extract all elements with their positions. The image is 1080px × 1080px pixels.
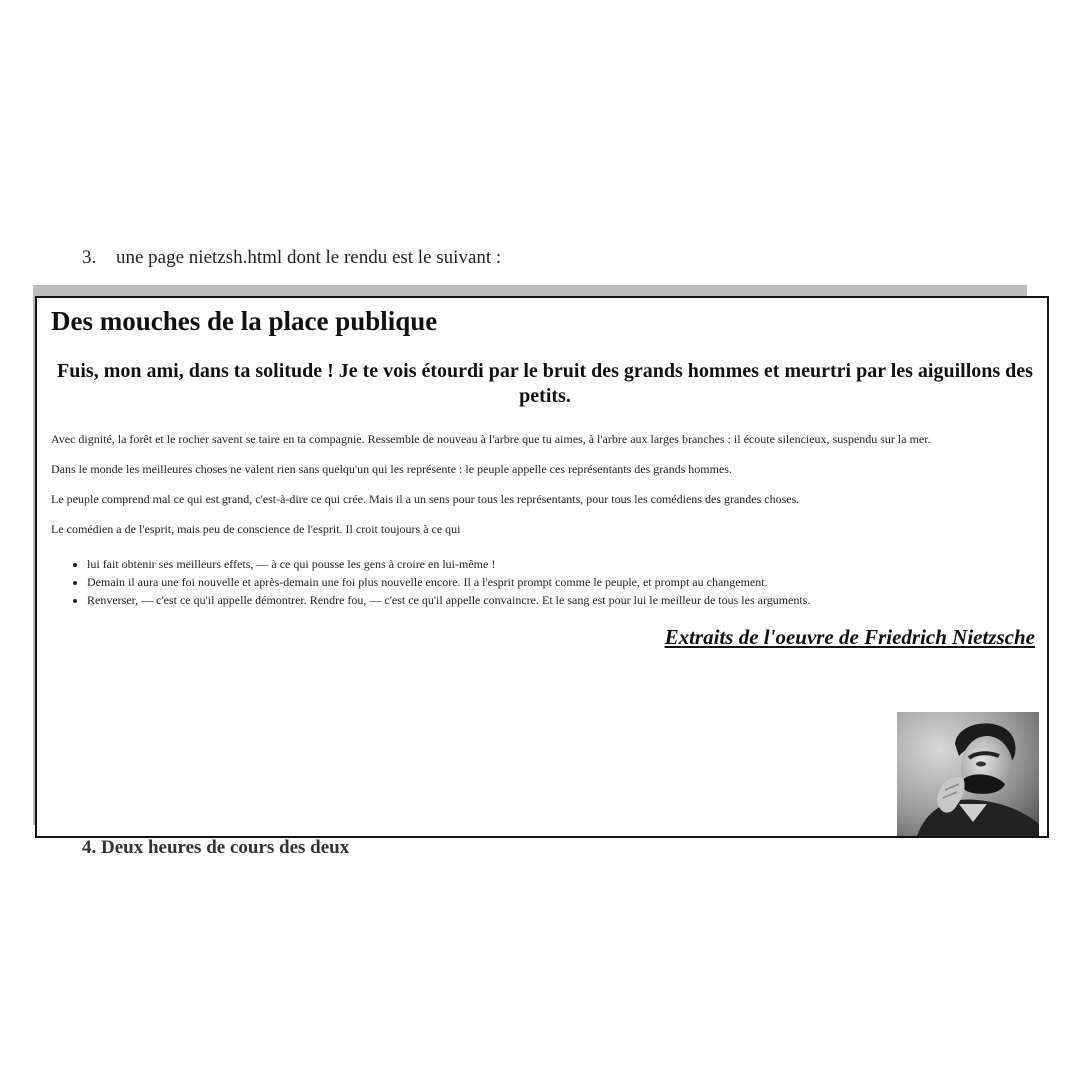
rendered-page-content	[51, 306, 1039, 650]
step-number: 3.	[82, 247, 97, 268]
rendered-page-frame	[35, 296, 1049, 838]
paragraph-3: Le peuple comprend mal ce qui est grand, c'est-à-dire ce qui crée. Mais il a un sens pour tous les représentants, pour tous les comédiens des grandes choses.	[51, 492, 800, 506]
list-item: • Demain il aura une foi nouvelle et après-demain une foi plus nouvelle encore. Il a l'esprit prompt comme le peuple, et prompt au changement.	[87, 573, 1039, 591]
paragraph-4: Le comédien a de l'esprit, mais peu de conscience de l'esprit. Il croit toujours à ce qui	[51, 522, 461, 536]
list-item: • Renverser, — c'est ce qu'il appelle démontrer. Rendre fou, — c'est ce qu'il appelle convaincre. Et le sang est pour lui le meilleur de tous les arguments.	[87, 591, 1039, 609]
bullet-list	[51, 555, 1039, 609]
paragraph-2: Dans le monde les meilleures choses ne valent rien sans quelqu'un qui les représente : le peuple appelle ces représentants des grands hommes.	[51, 462, 732, 476]
nietzsche-portrait-image	[897, 712, 1039, 836]
step-text: une page nietzsh.html dont le rendu est le suivant :	[116, 247, 502, 268]
next-step-partial: 4. Deux heures de cours des deux	[82, 837, 350, 858]
page-subtitle: Fuis, mon ami, dans ta solitude ! Je te vois étourdi par le bruit des grands hommes et meurtri par les aiguillons des petits.	[57, 360, 1033, 407]
paragraph-1: Avec dignité, la forêt et le rocher savent se taire en ta compagnie. Ressemble de nouveau à l'arbre que tu aimes, à l'arbre aux larges branches : il écoute silencieux, suspendu sur la mer.	[51, 432, 931, 446]
signature-link[interactable]: Extraits de l'oeuvre de Friedrich Nietzsche	[664, 625, 1035, 649]
list-item: • lui fait obtenir ses meilleurs effets, — à ce qui pousse les gens à croire en lui-même !	[87, 555, 1039, 573]
page-title: Des mouches de la place publique	[51, 306, 438, 336]
exercise-step	[82, 247, 501, 269]
